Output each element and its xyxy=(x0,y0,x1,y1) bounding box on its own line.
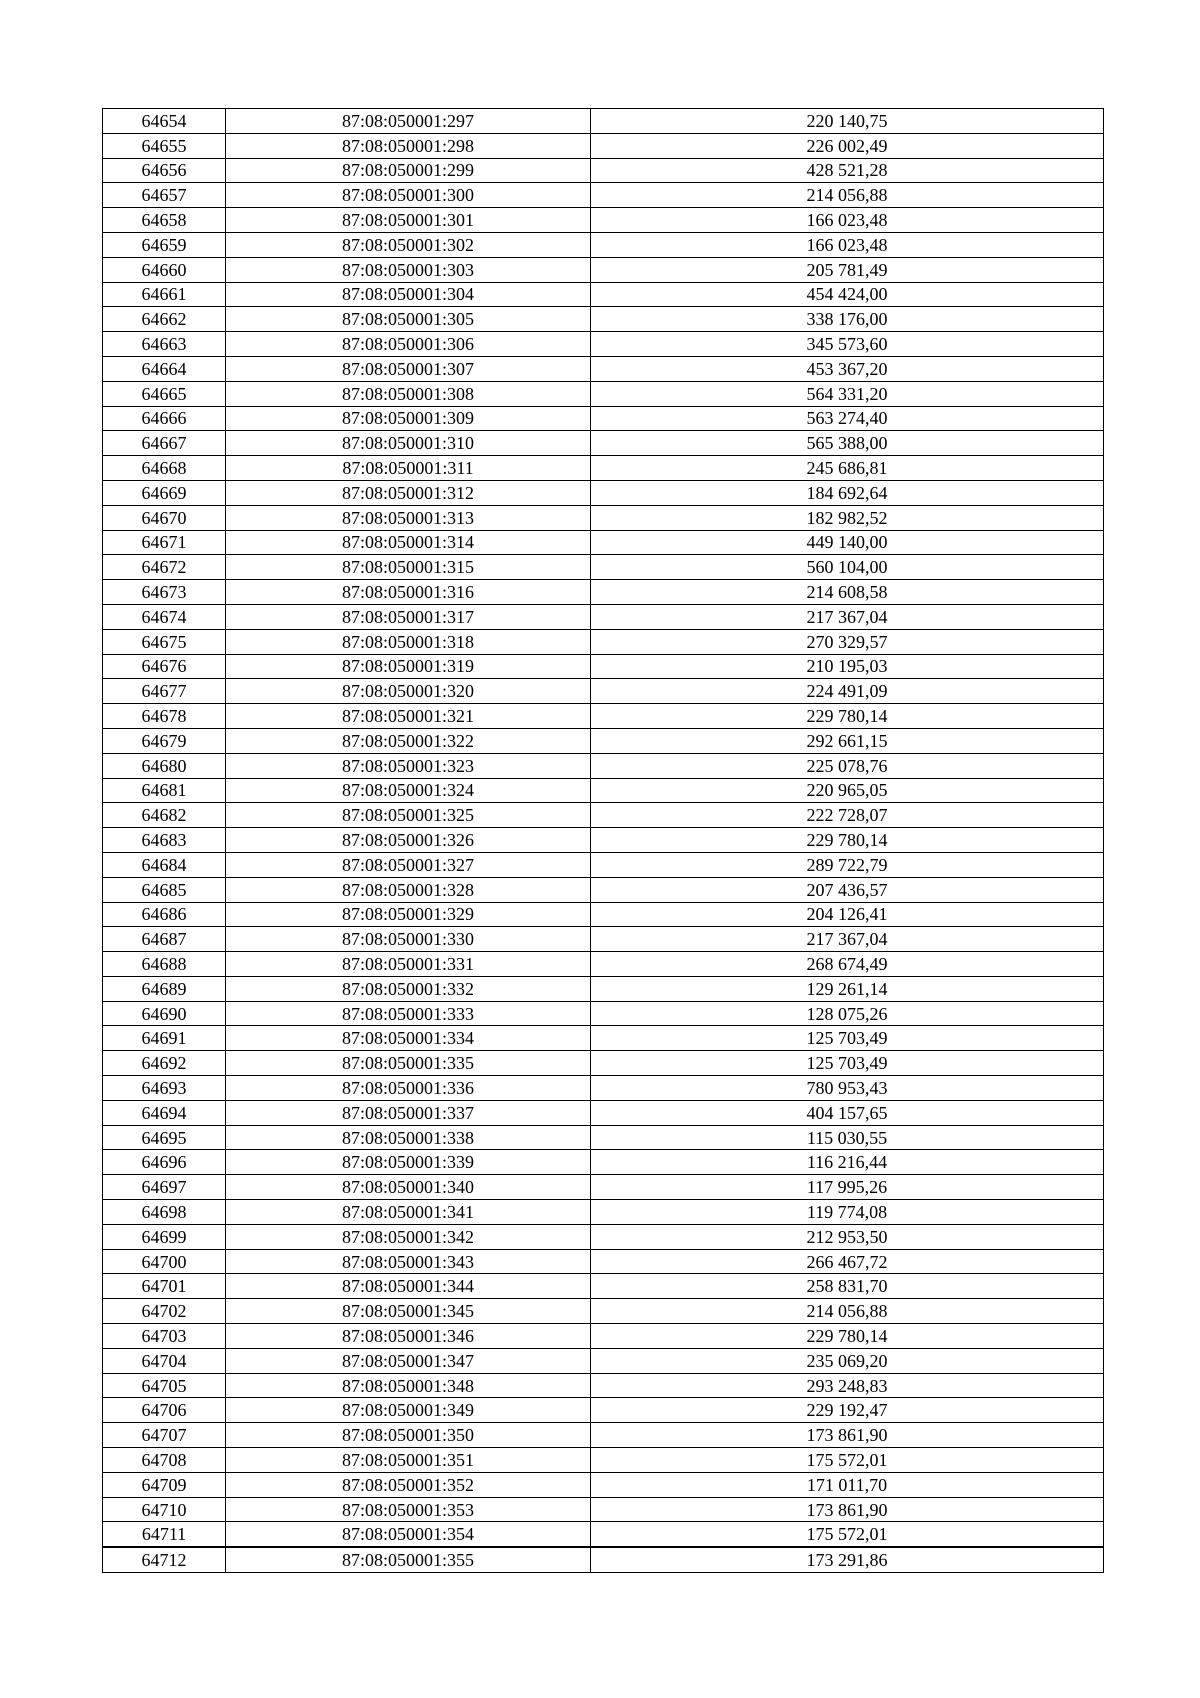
table-row xyxy=(103,604,1104,629)
table-row xyxy=(103,1497,1104,1522)
row-number-cell: 64683 xyxy=(103,828,226,853)
table-row xyxy=(103,183,1104,208)
cadastral-number-cell: 87:08:050001:311 xyxy=(226,456,591,481)
table-row xyxy=(103,530,1104,555)
row-number-cell: 64710 xyxy=(103,1497,226,1522)
row-number-cell: 64690 xyxy=(103,1001,226,1026)
cadastral-value-cell: 229 780,14 xyxy=(591,704,1104,729)
cadastral-number-cell: 87:08:050001:303 xyxy=(226,257,591,282)
row-number-cell: 64672 xyxy=(103,555,226,580)
row-number-cell: 64679 xyxy=(103,728,226,753)
cadastral-value-cell: 449 140,00 xyxy=(591,530,1104,555)
table-row xyxy=(103,580,1104,605)
cadastral-value-cell: 212 953,50 xyxy=(591,1224,1104,1249)
cadastral-value-cell: 560 104,00 xyxy=(591,555,1104,580)
cadastral-value-cell: 565 388,00 xyxy=(591,431,1104,456)
cadastral-number-cell: 87:08:050001:335 xyxy=(226,1051,591,1076)
row-number-cell: 64680 xyxy=(103,753,226,778)
row-number-cell: 64688 xyxy=(103,952,226,977)
cadastral-number-cell: 87:08:050001:298 xyxy=(226,133,591,158)
cadastral-number-cell: 87:08:050001:314 xyxy=(226,530,591,555)
cadastral-number-cell: 87:08:050001:328 xyxy=(226,877,591,902)
cadastral-number-cell: 87:08:050001:297 xyxy=(226,109,591,134)
cadastral-value-cell: 217 367,04 xyxy=(591,604,1104,629)
cadastral-number-cell: 87:08:050001:300 xyxy=(226,183,591,208)
table-row xyxy=(103,1125,1104,1150)
cadastral-number-cell: 87:08:050001:343 xyxy=(226,1249,591,1274)
table-row xyxy=(103,257,1104,282)
row-number-cell: 64711 xyxy=(103,1522,226,1547)
table-row xyxy=(103,1249,1104,1274)
cadastral-number-cell: 87:08:050001:342 xyxy=(226,1224,591,1249)
table-row xyxy=(103,232,1104,257)
row-number-cell: 64682 xyxy=(103,803,226,828)
row-number-cell: 64687 xyxy=(103,927,226,952)
cadastral-number-cell: 87:08:050001:306 xyxy=(226,332,591,357)
cadastral-number-cell: 87:08:050001:339 xyxy=(226,1150,591,1175)
cadastral-value-cell: 338 176,00 xyxy=(591,307,1104,332)
table-row xyxy=(103,1150,1104,1175)
cadastral-number-cell: 87:08:050001:354 xyxy=(226,1522,591,1547)
cadastral-value-cell: 428 521,28 xyxy=(591,158,1104,183)
row-number-cell: 64655 xyxy=(103,133,226,158)
table-row xyxy=(103,381,1104,406)
cadastral-value-cell: 229 192,47 xyxy=(591,1398,1104,1423)
row-number-cell: 64665 xyxy=(103,381,226,406)
table-row xyxy=(103,728,1104,753)
table-row xyxy=(103,1076,1104,1101)
row-number-cell: 64664 xyxy=(103,356,226,381)
cadastral-value-cell: 173 861,90 xyxy=(591,1423,1104,1448)
row-number-cell: 64676 xyxy=(103,654,226,679)
table-row xyxy=(103,704,1104,729)
row-number-cell: 64663 xyxy=(103,332,226,357)
row-number-cell: 64693 xyxy=(103,1076,226,1101)
table-row xyxy=(103,109,1104,134)
row-number-cell: 64696 xyxy=(103,1150,226,1175)
cadastral-value-cell: 224 491,09 xyxy=(591,679,1104,704)
cadastral-number-cell: 87:08:050001:351 xyxy=(226,1448,591,1473)
cadastral-value-cell: 116 216,44 xyxy=(591,1150,1104,1175)
cadastral-value-cell: 182 982,52 xyxy=(591,505,1104,530)
table-row xyxy=(103,1175,1104,1200)
row-number-cell: 64675 xyxy=(103,629,226,654)
cadastral-value-cell: 173 861,90 xyxy=(591,1497,1104,1522)
cadastral-value-cell: 245 686,81 xyxy=(591,456,1104,481)
table-row xyxy=(103,1051,1104,1076)
cadastral-number-cell: 87:08:050001:309 xyxy=(226,406,591,431)
row-number-cell: 64704 xyxy=(103,1348,226,1373)
cadastral-number-cell: 87:08:050001:327 xyxy=(226,852,591,877)
cadastral-number-cell: 87:08:050001:336 xyxy=(226,1076,591,1101)
row-number-cell: 64697 xyxy=(103,1175,226,1200)
table-row xyxy=(103,158,1104,183)
cadastral-number-cell: 87:08:050001:337 xyxy=(226,1100,591,1125)
row-number-cell: 64654 xyxy=(103,109,226,134)
table-row xyxy=(103,1274,1104,1299)
cadastral-number-cell: 87:08:050001:301 xyxy=(226,208,591,233)
cadastral-number-cell: 87:08:050001:312 xyxy=(226,480,591,505)
table-row xyxy=(103,778,1104,803)
table-row xyxy=(103,1100,1104,1125)
table-row xyxy=(103,1398,1104,1423)
table-row xyxy=(103,1547,1104,1572)
table-row xyxy=(103,1522,1104,1547)
table-row xyxy=(103,456,1104,481)
cadastral-number-cell: 87:08:050001:319 xyxy=(226,654,591,679)
cadastral-number-cell: 87:08:050001:330 xyxy=(226,927,591,952)
table-row xyxy=(103,1324,1104,1349)
table-row xyxy=(103,1423,1104,1448)
cadastral-number-cell: 87:08:050001:345 xyxy=(226,1299,591,1324)
cadastral-number-cell: 87:08:050001:329 xyxy=(226,902,591,927)
cadastral-value-cell: 268 674,49 xyxy=(591,952,1104,977)
cadastral-value-cell: 226 002,49 xyxy=(591,133,1104,158)
row-number-cell: 64699 xyxy=(103,1224,226,1249)
table-body xyxy=(103,109,1104,1573)
table-row xyxy=(103,431,1104,456)
row-number-cell: 64700 xyxy=(103,1249,226,1274)
cadastral-value-cell: 173 291,86 xyxy=(591,1547,1104,1572)
cadastral-value-cell: 229 780,14 xyxy=(591,828,1104,853)
table-row xyxy=(103,952,1104,977)
table-row xyxy=(103,332,1104,357)
cadastral-value-cell: 175 572,01 xyxy=(591,1448,1104,1473)
cadastral-number-cell: 87:08:050001:318 xyxy=(226,629,591,654)
row-number-cell: 64659 xyxy=(103,232,226,257)
row-number-cell: 64707 xyxy=(103,1423,226,1448)
table-row xyxy=(103,1200,1104,1225)
row-number-cell: 64706 xyxy=(103,1398,226,1423)
cadastral-number-cell: 87:08:050001:313 xyxy=(226,505,591,530)
cadastral-value-cell: 119 774,08 xyxy=(591,1200,1104,1225)
table-row xyxy=(103,902,1104,927)
cadastral-number-cell: 87:08:050001:352 xyxy=(226,1472,591,1497)
cadastral-number-cell: 87:08:050001:322 xyxy=(226,728,591,753)
cadastral-number-cell: 87:08:050001:307 xyxy=(226,356,591,381)
row-number-cell: 64681 xyxy=(103,778,226,803)
row-number-cell: 64689 xyxy=(103,976,226,1001)
table-row xyxy=(103,1373,1104,1398)
cadastral-number-cell: 87:08:050001:308 xyxy=(226,381,591,406)
cadastral-value-cell: 204 126,41 xyxy=(591,902,1104,927)
table-row xyxy=(103,356,1104,381)
row-number-cell: 64677 xyxy=(103,679,226,704)
cadastral-value-cell: 184 692,64 xyxy=(591,480,1104,505)
cadastral-value-cell: 210 195,03 xyxy=(591,654,1104,679)
cadastral-value-cell: 171 011,70 xyxy=(591,1472,1104,1497)
cadastral-number-cell: 87:08:050001:355 xyxy=(226,1547,591,1572)
cadastral-value-cell: 289 722,79 xyxy=(591,852,1104,877)
row-number-cell: 64685 xyxy=(103,877,226,902)
cadastral-number-cell: 87:08:050001:302 xyxy=(226,232,591,257)
cadastral-value-cell: 217 367,04 xyxy=(591,927,1104,952)
row-number-cell: 64674 xyxy=(103,604,226,629)
row-number-cell: 64660 xyxy=(103,257,226,282)
row-number-cell: 64673 xyxy=(103,580,226,605)
cadastral-number-cell: 87:08:050001:333 xyxy=(226,1001,591,1026)
table-row xyxy=(103,1224,1104,1249)
table-row xyxy=(103,877,1104,902)
cadastral-number-cell: 87:08:050001:310 xyxy=(226,431,591,456)
cadastral-value-cell: 220 965,05 xyxy=(591,778,1104,803)
table-row xyxy=(103,282,1104,307)
cadastral-number-cell: 87:08:050001:321 xyxy=(226,704,591,729)
cadastral-value-cell: 404 157,65 xyxy=(591,1100,1104,1125)
cadastral-number-cell: 87:08:050001:338 xyxy=(226,1125,591,1150)
row-number-cell: 64708 xyxy=(103,1448,226,1473)
table-row xyxy=(103,505,1104,530)
cadastral-number-cell: 87:08:050001:332 xyxy=(226,976,591,1001)
cadastral-value-cell: 117 995,26 xyxy=(591,1175,1104,1200)
table-row xyxy=(103,976,1104,1001)
table-row xyxy=(103,1448,1104,1473)
table-row xyxy=(103,753,1104,778)
cadastral-number-cell: 87:08:050001:349 xyxy=(226,1398,591,1423)
row-number-cell: 64656 xyxy=(103,158,226,183)
cadastral-number-cell: 87:08:050001:323 xyxy=(226,753,591,778)
cadastral-value-cell: 125 703,49 xyxy=(591,1026,1104,1051)
cadastral-number-cell: 87:08:050001:317 xyxy=(226,604,591,629)
table-row xyxy=(103,1001,1104,1026)
row-number-cell: 64661 xyxy=(103,282,226,307)
cadastral-value-cell: 225 078,76 xyxy=(591,753,1104,778)
table-row xyxy=(103,828,1104,853)
cadastral-value-cell: 270 329,57 xyxy=(591,629,1104,654)
row-number-cell: 64669 xyxy=(103,480,226,505)
table-row xyxy=(103,679,1104,704)
cadastral-value-cell: 564 331,20 xyxy=(591,381,1104,406)
cadastral-number-cell: 87:08:050001:299 xyxy=(226,158,591,183)
table-row xyxy=(103,1472,1104,1497)
row-number-cell: 64694 xyxy=(103,1100,226,1125)
cadastral-value-cell: 175 572,01 xyxy=(591,1522,1104,1547)
row-number-cell: 64705 xyxy=(103,1373,226,1398)
cadastral-number-cell: 87:08:050001:350 xyxy=(226,1423,591,1448)
cadastral-value-cell: 129 261,14 xyxy=(591,976,1104,1001)
table-row xyxy=(103,1299,1104,1324)
cadastral-number-cell: 87:08:050001:326 xyxy=(226,828,591,853)
table-row xyxy=(103,1026,1104,1051)
row-number-cell: 64666 xyxy=(103,406,226,431)
cadastral-value-cell: 266 467,72 xyxy=(591,1249,1104,1274)
row-number-cell: 64702 xyxy=(103,1299,226,1324)
cadastral-number-cell: 87:08:050001:331 xyxy=(226,952,591,977)
row-number-cell: 64684 xyxy=(103,852,226,877)
cadastral-value-cell: 292 661,15 xyxy=(591,728,1104,753)
cadastral-value-cell: 258 831,70 xyxy=(591,1274,1104,1299)
row-number-cell: 64686 xyxy=(103,902,226,927)
cadastral-value-cell: 220 140,75 xyxy=(591,109,1104,134)
table-row xyxy=(103,406,1104,431)
row-number-cell: 64668 xyxy=(103,456,226,481)
cadastral-number-cell: 87:08:050001:320 xyxy=(226,679,591,704)
cadastral-number-cell: 87:08:050001:341 xyxy=(226,1200,591,1225)
table-row xyxy=(103,555,1104,580)
cadastral-number-cell: 87:08:050001:348 xyxy=(226,1373,591,1398)
cadastral-value-cell: 454 424,00 xyxy=(591,282,1104,307)
row-number-cell: 64670 xyxy=(103,505,226,530)
row-number-cell: 64678 xyxy=(103,704,226,729)
cadastral-number-cell: 87:08:050001:325 xyxy=(226,803,591,828)
table-row xyxy=(103,852,1104,877)
row-number-cell: 64698 xyxy=(103,1200,226,1225)
cadastral-value-cell: 115 030,55 xyxy=(591,1125,1104,1150)
cadastral-value-table xyxy=(102,108,1104,1573)
row-number-cell: 64671 xyxy=(103,530,226,555)
row-number-cell: 64695 xyxy=(103,1125,226,1150)
table-row xyxy=(103,654,1104,679)
row-number-cell: 64712 xyxy=(103,1547,226,1572)
cadastral-value-cell: 293 248,83 xyxy=(591,1373,1104,1398)
cadastral-value-cell: 128 075,26 xyxy=(591,1001,1104,1026)
table-row xyxy=(103,629,1104,654)
cadastral-value-cell: 207 436,57 xyxy=(591,877,1104,902)
cadastral-value-cell: 125 703,49 xyxy=(591,1051,1104,1076)
cadastral-value-cell: 563 274,40 xyxy=(591,406,1104,431)
cadastral-number-cell: 87:08:050001:316 xyxy=(226,580,591,605)
cadastral-value-cell: 214 608,58 xyxy=(591,580,1104,605)
cadastral-value-cell: 235 069,20 xyxy=(591,1348,1104,1373)
cadastral-value-cell: 345 573,60 xyxy=(591,332,1104,357)
table-row xyxy=(103,1348,1104,1373)
row-number-cell: 64657 xyxy=(103,183,226,208)
cadastral-value-cell: 166 023,48 xyxy=(591,232,1104,257)
cadastral-value-cell: 205 781,49 xyxy=(591,257,1104,282)
cadastral-value-cell: 780 953,43 xyxy=(591,1076,1104,1101)
cadastral-value-cell: 214 056,88 xyxy=(591,1299,1104,1324)
table-row xyxy=(103,927,1104,952)
row-number-cell: 64667 xyxy=(103,431,226,456)
cadastral-number-cell: 87:08:050001:344 xyxy=(226,1274,591,1299)
cadastral-value-cell: 453 367,20 xyxy=(591,356,1104,381)
table-row xyxy=(103,133,1104,158)
table-row xyxy=(103,208,1104,233)
cadastral-value-cell: 222 728,07 xyxy=(591,803,1104,828)
cadastral-number-cell: 87:08:050001:324 xyxy=(226,778,591,803)
row-number-cell: 64709 xyxy=(103,1472,226,1497)
cadastral-number-cell: 87:08:050001:334 xyxy=(226,1026,591,1051)
row-number-cell: 64658 xyxy=(103,208,226,233)
cadastral-number-cell: 87:08:050001:304 xyxy=(226,282,591,307)
cadastral-number-cell: 87:08:050001:315 xyxy=(226,555,591,580)
row-number-cell: 64701 xyxy=(103,1274,226,1299)
cadastral-value-cell: 229 780,14 xyxy=(591,1324,1104,1349)
row-number-cell: 64703 xyxy=(103,1324,226,1349)
row-number-cell: 64692 xyxy=(103,1051,226,1076)
table-row xyxy=(103,307,1104,332)
table-row xyxy=(103,480,1104,505)
cadastral-value-cell: 166 023,48 xyxy=(591,208,1104,233)
cadastral-number-cell: 87:08:050001:347 xyxy=(226,1348,591,1373)
cadastral-number-cell: 87:08:050001:353 xyxy=(226,1497,591,1522)
cadastral-value-cell: 214 056,88 xyxy=(591,183,1104,208)
cadastral-number-cell: 87:08:050001:305 xyxy=(226,307,591,332)
row-number-cell: 64691 xyxy=(103,1026,226,1051)
cadastral-number-cell: 87:08:050001:346 xyxy=(226,1324,591,1349)
table-row xyxy=(103,803,1104,828)
cadastral-number-cell: 87:08:050001:340 xyxy=(226,1175,591,1200)
row-number-cell: 64662 xyxy=(103,307,226,332)
